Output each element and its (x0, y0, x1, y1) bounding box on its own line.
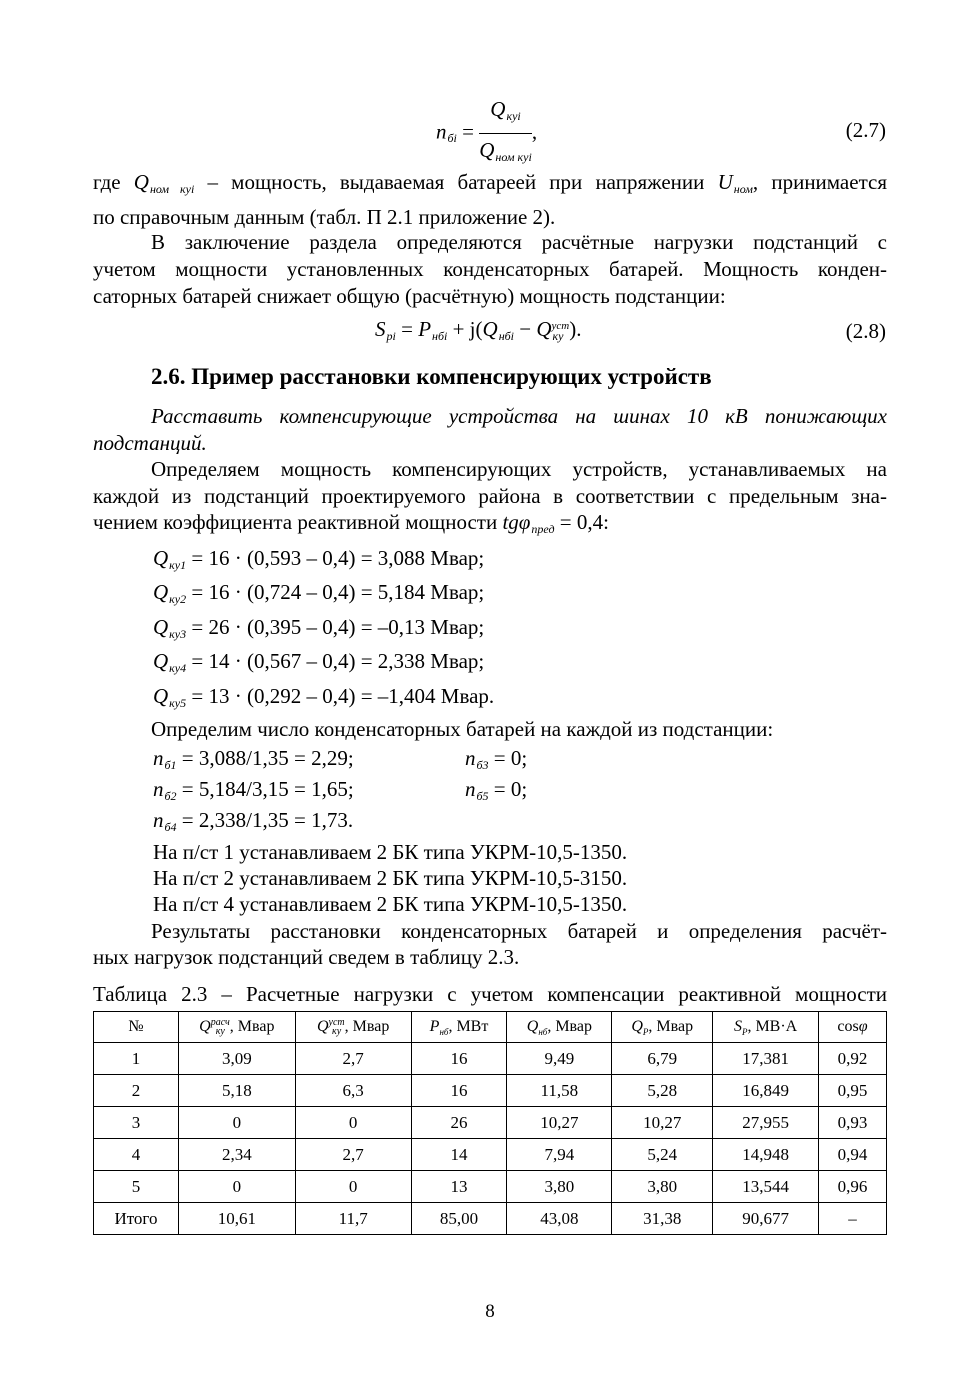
table-cell: 3 (94, 1107, 179, 1139)
nb3-sub: б3 (476, 758, 489, 772)
eq27-tail: , (531, 119, 538, 144)
nb3-n: n (465, 746, 476, 770)
table-row (94, 1043, 887, 1075)
table-cell: 16 (411, 1075, 507, 1107)
eq27-num: Q (490, 97, 506, 121)
eq28-q2: Q (536, 317, 552, 341)
table-row (94, 1139, 887, 1171)
qku1-q: Q (153, 546, 169, 570)
paragraph-where-line2: по справочным данным (табл. П 2.1 приложение 2). (93, 205, 556, 229)
table-cell: 5,18 (178, 1075, 295, 1107)
eq27-den-sub: ном куi (495, 150, 532, 164)
table-body (94, 1043, 887, 1235)
eq28-q1-sub: нбi (498, 329, 515, 343)
paragraph-determine-line2: каждой из подстанций проектируемого района в соответствии с предельным зна- (93, 484, 887, 508)
header-q-installed (295, 1012, 411, 1043)
nb-line-1 (153, 745, 354, 779)
qku5-q: Q (153, 684, 169, 708)
h3-unit: , МВт (448, 1017, 489, 1035)
header-s-r (713, 1012, 819, 1043)
table-cell: 3,80 (612, 1171, 713, 1203)
table-cell: 2,7 (295, 1139, 411, 1171)
qku-line-2 (153, 579, 484, 613)
nb-line-4 (153, 807, 353, 841)
header-p-nb (411, 1012, 507, 1043)
table-cell: 10,61 (178, 1203, 295, 1235)
qku3-expr: = 26 · (0,395 – 0,4) = –0,13 Мвар; (186, 615, 485, 639)
header-number: № (94, 1012, 179, 1043)
table-cell: 43,08 (507, 1203, 612, 1235)
header-cos-phi (819, 1012, 887, 1043)
table-cell: 4 (94, 1139, 179, 1171)
nb5-n: n (465, 777, 476, 801)
paragraph-results-line1: Результаты расстановки конденсаторных батарей и определения расчёт- (151, 919, 887, 943)
table-cell: 0 (178, 1171, 295, 1203)
qku2-sub: ку2 (169, 592, 187, 606)
nb2-sub: б2 (164, 789, 177, 803)
nb1-sub: б1 (164, 758, 177, 772)
h5-sym: Q (631, 1017, 643, 1035)
p1-u-sub: ном (733, 182, 753, 196)
qku4-sub: ку4 (169, 661, 187, 675)
h2-unit: , Мвар (344, 1017, 390, 1035)
qku-line-3 (153, 614, 484, 648)
header-q-calc (178, 1012, 295, 1043)
h2-sup: уст (328, 1017, 345, 1029)
equation-2-7: $n_{бi}$ = $\frac{Q_{куi}}{Q_{ном куi}}$ , (436, 96, 537, 171)
install-line-3: На п/ст 4 устанавливаем 2 БК типа УКРМ-10,5-1350. (153, 892, 628, 916)
table-cell: 3,09 (178, 1043, 295, 1075)
table-cell: 2,34 (178, 1139, 295, 1171)
eq28-s: S (375, 317, 386, 341)
table-cell: 0 (295, 1107, 411, 1139)
table-cell: 0 (178, 1107, 295, 1139)
table-cell: 5 (94, 1171, 179, 1203)
table-cell: 13,544 (713, 1171, 819, 1203)
p1-u: U (717, 170, 733, 194)
nb3-expr: = 0; (488, 746, 528, 770)
p3-tg-sub: пред (531, 522, 555, 536)
table-cell: 5,24 (612, 1139, 713, 1171)
qku1-expr: = 16 · (0,593 – 0,4) = 3,088 Мвар; (186, 546, 485, 570)
eq27-den: Q (479, 138, 495, 162)
table-cell: 16,849 (713, 1075, 819, 1107)
nb2-expr: = 5,184/3,15 = 1,65; (176, 777, 354, 801)
qku-line-4 (153, 648, 484, 682)
table-cell: 2,7 (295, 1043, 411, 1075)
eq28-s-sub: рi (386, 329, 396, 343)
h1-unit: , Мвар (229, 1017, 275, 1035)
h6-sub: Р (741, 1026, 748, 1037)
paragraph-conclusion-line1: В заключение раздела определяются расчётные нагрузки подстанций с (151, 230, 887, 254)
qku4-expr: = 14 · (0,567 – 0,4) = 2,338 Мвар; (186, 649, 485, 673)
nb4-n: n (153, 808, 164, 832)
table-cell: 10,27 (507, 1107, 612, 1139)
table-cell: 85,00 (411, 1203, 507, 1235)
table-cell: 11,58 (507, 1075, 612, 1107)
qku1-sub: ку1 (169, 558, 187, 572)
h6-sym: S (733, 1017, 742, 1035)
table-cell: 14 (411, 1139, 507, 1171)
nb4-expr: = 2,338/1,35 = 1,73. (176, 808, 354, 832)
equation-2-8 (375, 316, 582, 350)
install-line-1: На п/ст 1 устанавливаем 2 БК типа УКРМ-10,5-1350. (153, 840, 628, 864)
table-cell: 9,49 (507, 1043, 612, 1075)
table-cell: 13 (411, 1171, 507, 1203)
table-cell: 6,79 (612, 1043, 713, 1075)
install-line-2: На п/ст 2 устанавливаем 2 БК типа УКРМ-10,5-3150. (153, 866, 628, 890)
section-heading: 2.6. Пример расстановки компенсирующих устройств (151, 364, 712, 389)
eq27-fraction (479, 96, 532, 171)
table-caption: Таблица 2.3 – Расчетные нагрузки с учетом компенсации реактивной мощности (93, 982, 887, 1006)
paragraph-conclusion-line2: учетом мощности установленных конденсаторных батарей. Мощность конден- (93, 257, 887, 281)
table-cell: Итого (94, 1203, 179, 1235)
h4-unit: , Мвар (547, 1017, 592, 1035)
nb-line-5 (465, 776, 527, 810)
p1-q: Q (133, 170, 149, 194)
qku-line-5 (153, 683, 494, 717)
table-cell: 2 (94, 1075, 179, 1107)
qku2-expr: = 16 · (0,724 – 0,4) = 5,184 Мвар; (186, 580, 485, 604)
eq28-q2-sup: уст (551, 320, 570, 333)
h1-sym: Q (199, 1017, 211, 1035)
paragraph-number-of-banks: Определим число конденсаторных батарей на каждой из подстанции: (151, 717, 774, 741)
eq28-q2-sub: ку (552, 329, 564, 344)
paragraph-results-line2: ных нагрузок подстанций сведем в таблицу 2.3. (93, 945, 520, 969)
nb-line-3 (465, 745, 527, 779)
table-cell: 26 (411, 1107, 507, 1139)
loads-table (93, 1011, 887, 1235)
eq28-close: ). (569, 317, 582, 341)
equation-2-8-number: (2.8) (845, 319, 886, 343)
table-row (94, 1075, 887, 1107)
qku3-sub: ку3 (169, 627, 187, 641)
table-cell: 14,948 (713, 1139, 819, 1171)
nb-line-2 (153, 776, 354, 810)
h5-sub: Р (642, 1026, 649, 1037)
table-cell: 11,7 (295, 1203, 411, 1235)
p1-post: , принимается (752, 170, 887, 194)
table-cell: 16 (411, 1043, 507, 1075)
paragraph-conclusion-line3: саторных батарей снижает общую (расчётную) мощность подстанции: (93, 284, 726, 308)
p1-mid: – мощность, выдаваемая батареей при напряжении (194, 170, 718, 194)
table-cell: 5,28 (612, 1075, 713, 1107)
header-q-r (612, 1012, 713, 1043)
table-cell: 3,80 (507, 1171, 612, 1203)
table-cell: 0,93 (819, 1107, 887, 1139)
nb1-expr: = 3,088/1,35 = 2,29; (176, 746, 354, 770)
task-line2: подстанций. (93, 431, 207, 455)
eq28-eq: = (395, 317, 419, 341)
p3-tg: tgφ (502, 510, 531, 534)
table-cell: 0,96 (819, 1171, 887, 1203)
page-number: 8 (485, 1301, 495, 1322)
p3-line3-pre: чением коэффициента реактивной мощности (93, 510, 503, 534)
table-cell: 7,94 (507, 1139, 612, 1171)
p1-q-sub: ном куi (149, 182, 195, 196)
h1-sub: ку (215, 1026, 225, 1038)
h4-sub: нб (538, 1026, 548, 1037)
eq27-num-sub: куi (506, 109, 521, 123)
h7-cos: cos (837, 1018, 859, 1035)
table-cell: 10,27 (612, 1107, 713, 1139)
table-cell: 0,95 (819, 1075, 887, 1107)
qku5-sub: ку5 (169, 696, 187, 710)
h3-sym: P (429, 1017, 440, 1035)
nb1-n: n (153, 746, 164, 770)
paragraph-where-line1 (93, 169, 887, 203)
paragraph-determine-line3 (93, 509, 609, 543)
eq28-q1: Q (482, 317, 498, 341)
table-row (94, 1107, 887, 1139)
qku4-q: Q (153, 649, 169, 673)
table-cell: 27,955 (713, 1107, 819, 1139)
table-cell: 0,94 (819, 1139, 887, 1171)
nb4-sub: б4 (164, 820, 177, 834)
qku3-q: Q (153, 615, 169, 639)
h7-phi: φ (858, 1018, 868, 1035)
h1-sup: расч (210, 1017, 230, 1029)
table-cell: 90,677 (713, 1203, 819, 1235)
table-row (94, 1171, 887, 1203)
table-cell: 0 (295, 1171, 411, 1203)
equation-2-7-number: (2.7) (845, 118, 886, 142)
eq28-plus: + j( (447, 317, 483, 341)
paragraph-determine-line1: Определяем мощность компенсирующих устройств, устанавливаемых на (151, 457, 887, 481)
nb5-sub: б5 (476, 789, 489, 803)
nb2-n: n (153, 777, 164, 801)
h2-sym: Q (316, 1017, 329, 1035)
table-cell: – (819, 1203, 887, 1235)
table-header-row (94, 1012, 887, 1043)
p1-pre: где (93, 170, 134, 194)
h4-sym: Q (526, 1017, 539, 1035)
eq27-lhs: n (436, 119, 447, 144)
p3-line3-post: = 0,4: (554, 510, 609, 534)
nb5-expr: = 0; (488, 777, 528, 801)
table-cell: 31,38 (612, 1203, 713, 1235)
qku-line-1 (153, 545, 484, 579)
h3-sub: нб (439, 1026, 449, 1037)
eq28-p: P (418, 317, 432, 341)
table-cell: 6,3 (295, 1075, 411, 1107)
eq27-lhs-sub: бi (447, 131, 457, 146)
table-cell: 1 (94, 1043, 179, 1075)
eq28-minus: − (514, 317, 537, 341)
table-cell: 0,92 (819, 1043, 887, 1075)
header-q-nb (507, 1012, 612, 1043)
qku2-q: Q (153, 580, 169, 604)
table-row (94, 1203, 887, 1235)
h5-unit: , Мвар (648, 1017, 694, 1035)
table-cell: 17,381 (713, 1043, 819, 1075)
eq28-p-sub: нбi (432, 329, 448, 343)
h2-sub: ку (332, 1026, 342, 1038)
task-line1: Расставить компенсирующие устройства на шинах 10 кВ понижающих (151, 404, 887, 428)
qku5-expr: = 13 · (0,292 – 0,4) = –1,404 Мвар. (186, 684, 495, 708)
h6-unit: , МВ·А (747, 1017, 798, 1035)
